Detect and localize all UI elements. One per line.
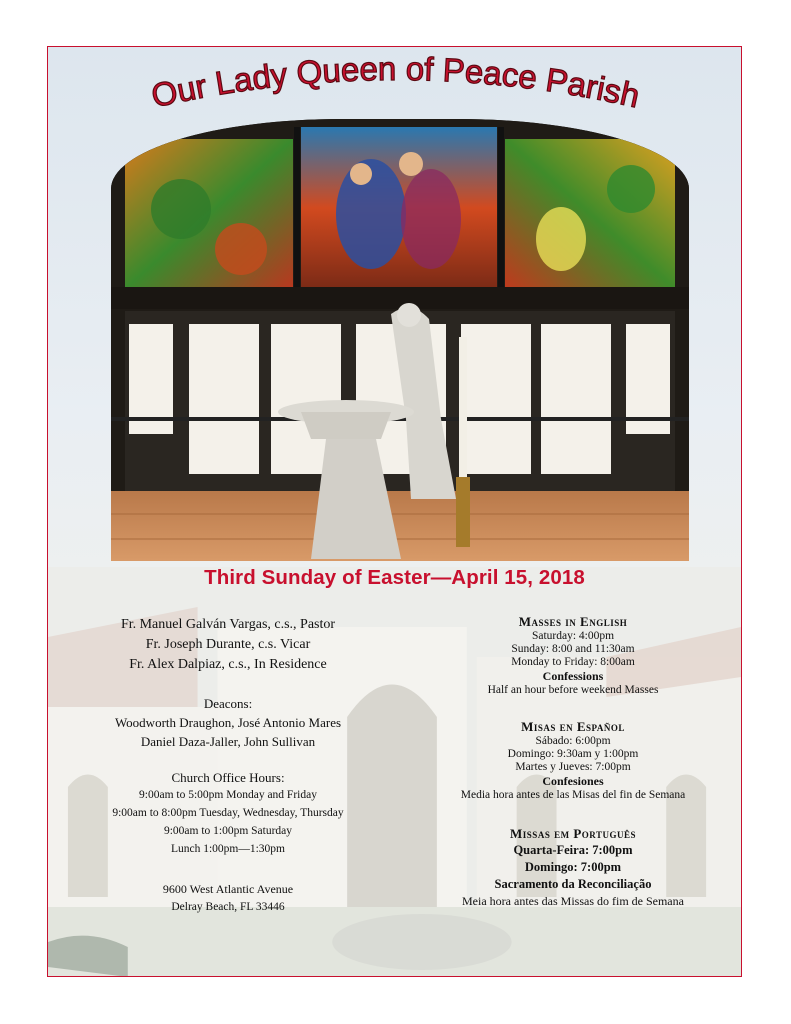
stained-glass-image [111, 119, 689, 561]
portuguese-masses-heading: Missas em Português [510, 826, 636, 841]
office-hours-line: 9:00am to 8:00pm Tuesday, Wednesday, Thursday [112, 806, 344, 819]
english-mass-time: Monday to Friday: 8:00am [511, 656, 635, 668]
spanish-mass-time: Domingo: 9:30am y 1:00pm [507, 748, 639, 760]
office-hours-line: 9:00am to 5:00pm Monday and Friday [139, 788, 317, 801]
portuguese-confessions-heading: Sacramento da Reconciliação [494, 877, 652, 891]
clergy-in-residence: Fr. Alex Dalpiaz, c.s., In Residence [129, 657, 327, 672]
spanish-masses-heading: Misas en Español [521, 719, 625, 734]
clergy-vicar: Fr. Joseph Durante, c.s. Vicar [145, 637, 311, 652]
english-confessions-heading: Confessions [542, 669, 604, 683]
address-city: Delray Beach, FL 33446 [171, 900, 285, 913]
english-confessions-note: Half an hour before weekend Masses [487, 684, 659, 696]
clergy-pastor: Fr. Manuel Galván Vargas, c.s., Pastor [120, 617, 336, 632]
portuguese-mass-time: Domingo: 7:00pm [524, 860, 622, 874]
spanish-confessions-heading: Confesiones [542, 774, 604, 788]
spanish-mass-time: Sábado: 6:00pm [535, 735, 611, 747]
deacons-line: Daniel Daza-Jaller, John Sullivan [140, 733, 316, 749]
deacons-line: Woodworth Draughon, José Antonio Mares [114, 714, 342, 730]
english-mass-time: Sunday: 8:00 and 11:30am [511, 643, 635, 655]
portuguese-mass-time: Quarta-Feira: 7:00pm [513, 843, 633, 857]
office-hours-line: 9:00am to 1:00pm Saturday [163, 824, 293, 837]
address-street: 9600 West Atlantic Avenue [162, 881, 294, 896]
office-hours-line: Lunch 1:00pm—1:30pm [170, 842, 286, 855]
portuguese-confessions-note: Meia hora antes das Missas do fim de Semana [462, 894, 684, 908]
flyer-frame [47, 46, 742, 977]
event-date-heading: Third Sunday of Easter—April 15, 2018 [204, 566, 585, 589]
deacons-heading: Deacons: [203, 696, 253, 711]
english-mass-time: Saturday: 4:00pm [531, 630, 615, 642]
church-interior-photo [111, 119, 689, 561]
spanish-confessions-note: Media hora antes de las Misas del fin de Semana [460, 789, 686, 801]
spanish-mass-time: Martes y Jueves: 7:00pm [515, 761, 631, 773]
office-hours-heading: Church Office Hours: [171, 769, 285, 785]
parish-title-text: Our Lady Queen of Peace Parish [148, 49, 644, 115]
svg-text:Our Lady Queen of Peace Parish [148, 50, 643, 115]
english-masses-heading: Masses in English [518, 614, 628, 629]
mass-schedule-column [423, 613, 723, 909]
parish-info-column [78, 615, 378, 916]
